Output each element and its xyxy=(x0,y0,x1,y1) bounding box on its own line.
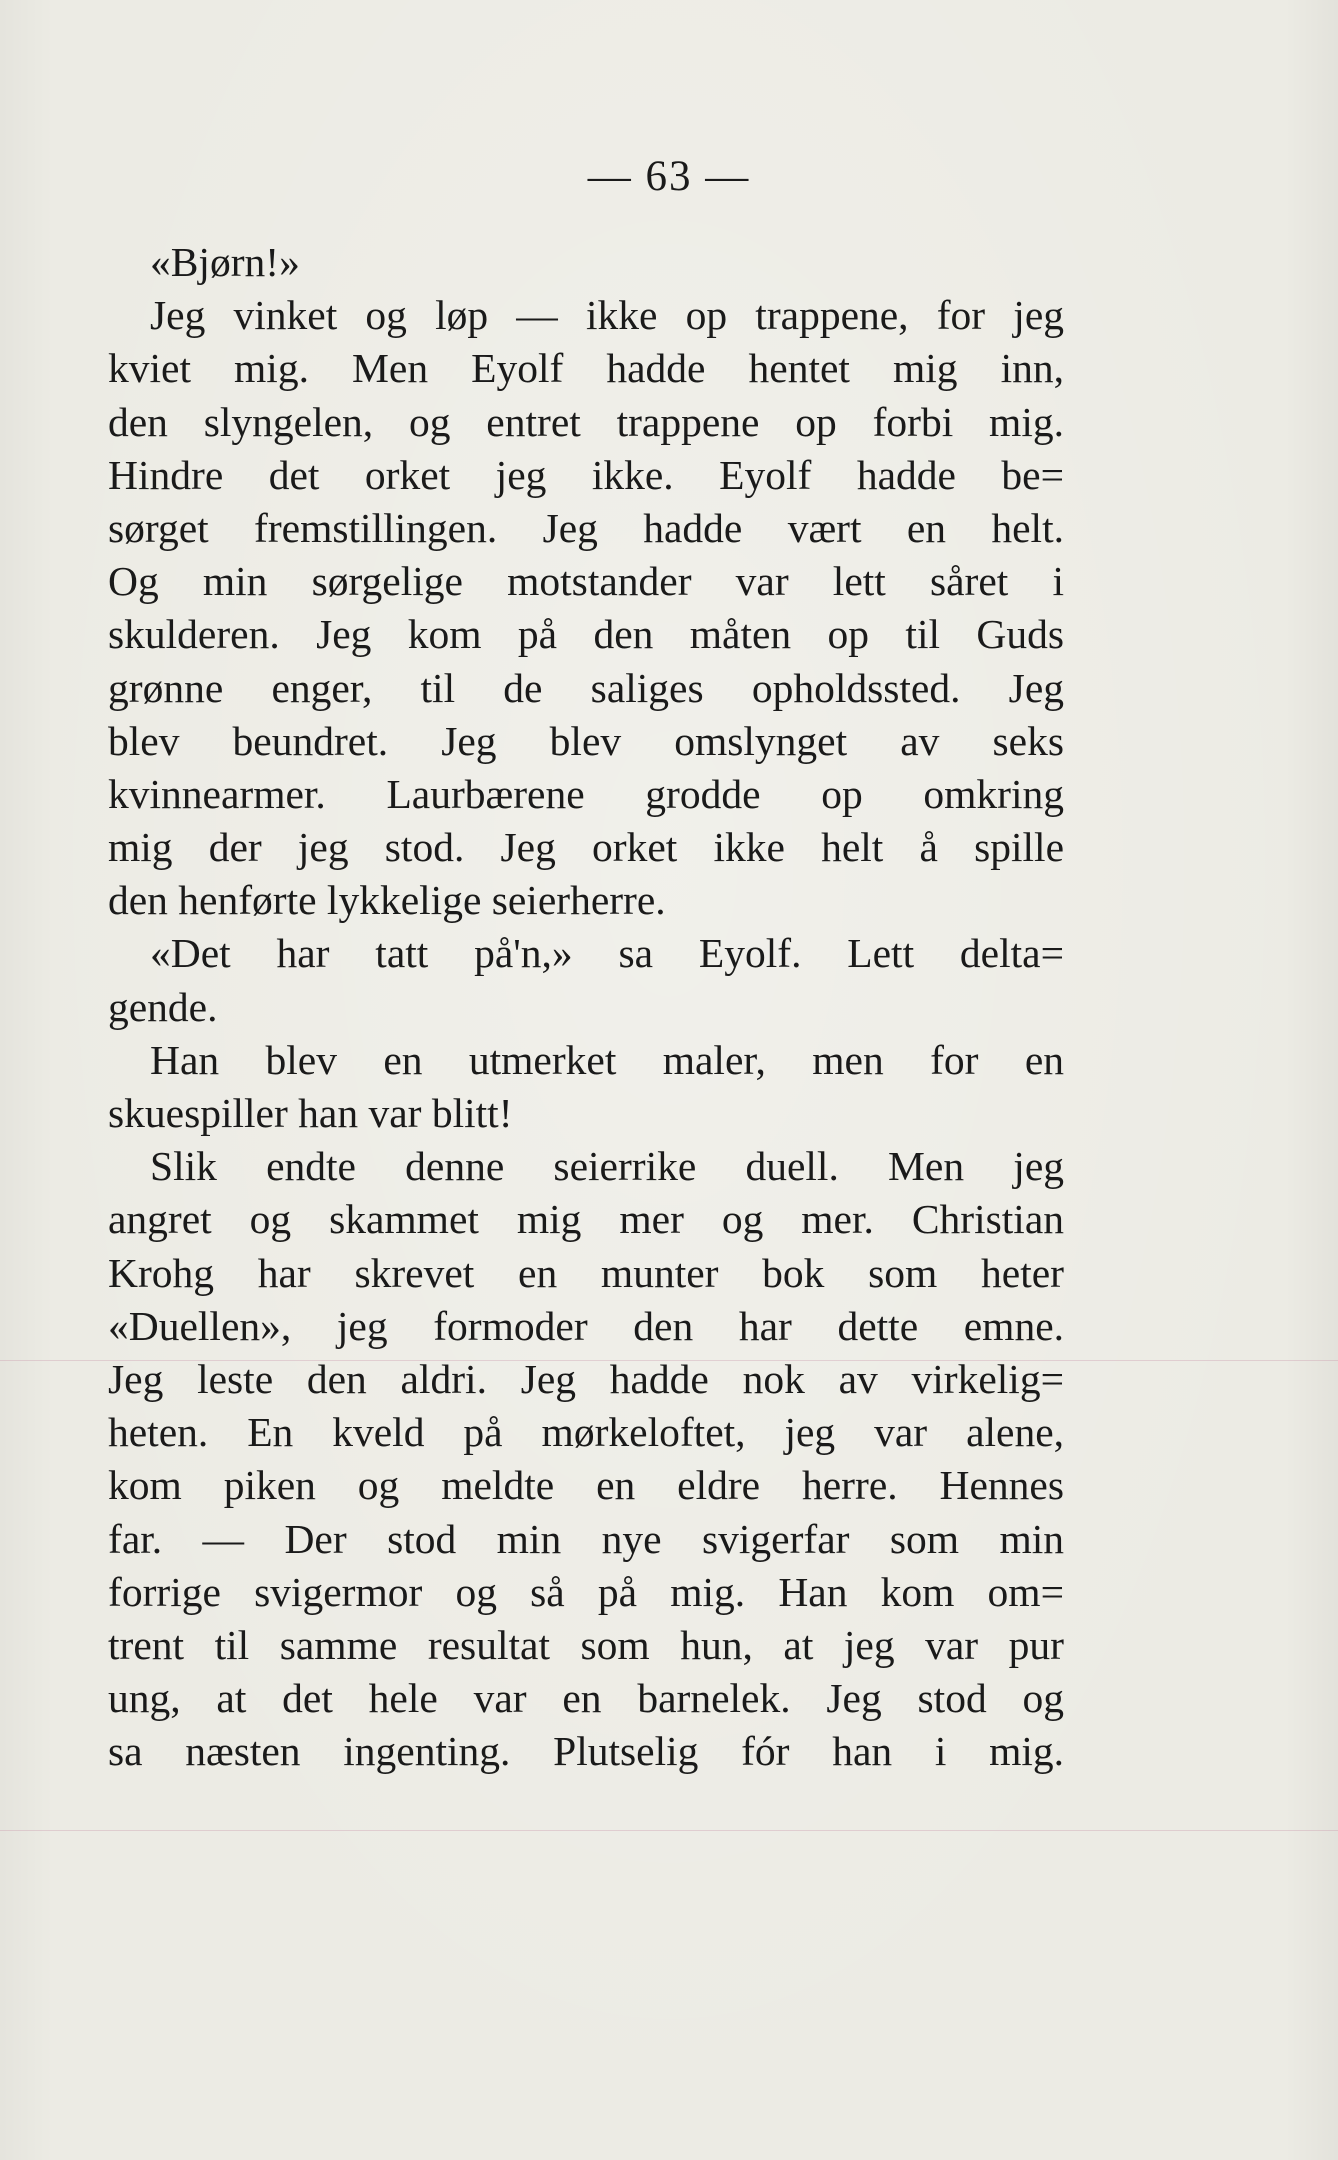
text-line: mig der jeg stod. Jeg orket ikke helt å spille xyxy=(108,824,1064,871)
text-line: Og min sørgelige motstander var lett såret i xyxy=(108,558,1064,605)
text-line: angret og skammet mig mer og mer. Christian xyxy=(108,1196,1064,1243)
text-line: grønne enger, til de saliges opholdssted. Jeg xyxy=(108,664,1064,711)
page-number: — 63 — xyxy=(587,153,751,200)
scan-line xyxy=(0,1360,1338,1361)
text-line: den slyngelen, og entret trappene op forbi mig. xyxy=(108,398,1064,445)
text-line: «Duellen», jeg formoder den har dette emne. xyxy=(108,1302,1064,1349)
text-line: skuespiller han var blitt! xyxy=(108,1090,513,1136)
text-line: den henførte lykkelige seierherre. xyxy=(108,877,666,924)
text-line: sa næsten ingenting. Plutselig fór han i mig. xyxy=(108,1728,1064,1775)
text-line: ung, at det hele var en barnelek. Jeg stod og xyxy=(108,1675,1064,1722)
text-line: kviet mig. Men Eyolf hadde hentet mig inn, xyxy=(108,345,1064,392)
text-line: heten. En kveld på mørkeloftet, jeg var alene, xyxy=(108,1409,1064,1456)
text-line: skulderen. Jeg kom på den måten op til Guds xyxy=(108,611,1064,658)
text-line: «Det har tatt på'n,» sa Eyolf. Lett delta= xyxy=(150,930,1064,977)
text-line: sørget fremstillingen. Jeg hadde vært en helt. xyxy=(108,504,1064,551)
text-line: forrige svigermor og så på mig. Han kom om= xyxy=(108,1568,1064,1615)
text-line: Jeg leste den aldri. Jeg hadde nok av virkelig= xyxy=(108,1355,1064,1402)
text-line: Slik endte denne seierrike duell. Men jeg xyxy=(150,1143,1064,1190)
text-line: kom piken og meldte en eldre herre. Hennes xyxy=(108,1462,1064,1509)
text-line: «Bjørn!» xyxy=(150,239,300,285)
text-line: Han blev en utmerket maler, men for en xyxy=(150,1036,1064,1083)
text-line: Hindre det orket jeg ikke. Eyolf hadde be= xyxy=(108,451,1064,498)
text-line: blev beundret. Jeg blev omslynget av seks xyxy=(108,717,1064,764)
text-line: far. — Der stod min nye svigerfar som min xyxy=(108,1515,1064,1562)
text-line: Krohg har skrevet en munter bok som heter xyxy=(108,1249,1064,1296)
text-line: kvinnearmer. Laurbærene grodde op omkring xyxy=(108,770,1064,817)
body-text xyxy=(108,236,1064,1778)
scan-line xyxy=(0,1830,1338,1831)
text-line: gende. xyxy=(108,983,218,1030)
text-line: Jeg vinket og løp — ikke op trappene, for jeg xyxy=(150,292,1064,339)
text-line: trent til samme resultat som hun, at jeg var pur xyxy=(108,1621,1064,1668)
